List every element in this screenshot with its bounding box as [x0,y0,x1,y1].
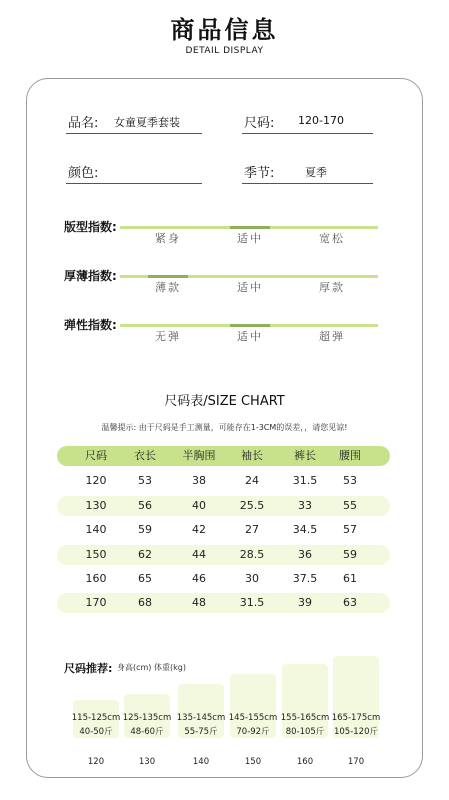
height-unit: 身高(cm) [117,663,152,672]
index-selected-mark [230,226,270,229]
index-option: 薄款 [155,281,181,294]
index-option: 紧身 [155,232,181,245]
index-option: 适中 [237,330,263,343]
table-row [57,545,390,565]
table-row [57,520,390,540]
index-option: 厚款 [319,281,345,294]
recommend-size: 140 [192,757,210,767]
table-cell: 63 [343,596,357,609]
recommend-weight: 80-105斤 [285,727,325,737]
index-option: 无弹 [155,330,181,343]
table-cell: 62 [138,548,152,561]
table-cell: 25.5 [239,499,265,512]
size-value: 120-170 [298,114,344,127]
table-cell: 160 [85,572,107,585]
table-cell: 31.5 [292,474,318,487]
table-cell: 53 [138,474,152,487]
table-cell: 33 [298,499,312,512]
table-cell: 36 [298,548,312,561]
season-label: 季节: [244,166,275,181]
index-selected-mark [230,324,270,327]
recommend-weight: 48-60斤 [130,727,164,737]
table-cell: 30 [245,572,259,585]
index-option: 超弹 [319,330,345,343]
recommend-size: 130 [138,757,156,767]
recommend-height: 145-155cm [228,713,278,723]
header-cell: 腰围 [339,449,361,462]
table-cell: 170 [85,596,107,609]
index-label: 弹性指数: [64,318,117,332]
table-cell: 140 [85,523,107,536]
index-label: 版型指数: [64,220,117,234]
table-cell: 59 [343,548,357,561]
table-cell: 46 [192,572,206,585]
table-cell: 130 [85,499,107,512]
index-option: 适中 [237,281,263,294]
table-cell: 28.5 [239,548,265,561]
table-cell: 38 [192,474,206,487]
weight-unit: 体重(kg) [154,663,186,672]
table-cell: 31.5 [239,596,265,609]
size-chart-title: 尺码表/SIZE CHART [164,394,285,409]
recommend-height: 115-125cm [71,713,121,723]
table-cell: 40 [192,499,206,512]
table-row [57,496,390,516]
color-label: 颜色: [68,166,99,181]
size-label: 尺码: [244,116,275,131]
recommend-weight: 105-120斤 [333,727,378,737]
header-cell: 袖长 [241,449,263,462]
recommend-size: 150 [244,757,262,767]
table-cell: 34.5 [292,523,318,536]
recommend-size: 170 [347,757,365,767]
header-cell: 尺码 [85,449,107,462]
table-cell: 56 [138,499,152,512]
page-subtitle: DETAIL DISPLAY [185,46,264,56]
header-cell: 半胸围 [182,449,216,462]
page-title: 商品信息 [170,16,279,44]
index-option: 宽松 [319,232,345,245]
recommend-size: 160 [296,757,314,767]
table-cell: 48 [192,596,206,609]
index-option: 适中 [237,232,263,245]
color-underline [66,183,202,184]
recommend-height: 125-135cm [122,713,172,723]
recommend-size: 120 [87,757,105,767]
table-cell: 42 [192,523,206,536]
table-row [57,471,390,491]
header-cell: 衣长 [134,449,156,462]
name-label: 品名: [68,116,99,131]
name-underline [66,133,202,134]
table-row [57,569,390,589]
header-cell: 裤长 [294,449,316,462]
season-value: 夏季 [305,166,327,179]
index-label: 厚薄指数: [64,269,117,283]
size-underline [242,133,373,134]
recommend-height: 155-165cm [280,713,330,723]
recommend-weight: 70-92斤 [236,727,270,737]
table-cell: 27 [245,523,259,536]
recommend-height: 165-175cm [331,713,381,723]
table-cell: 61 [343,572,357,585]
size-table-header [57,446,390,466]
table-cell: 68 [138,596,152,609]
table-cell: 55 [343,499,357,512]
table-cell: 24 [245,474,259,487]
table-cell: 59 [138,523,152,536]
table-cell: 53 [343,474,357,487]
recommend-height: 135-145cm [176,713,226,723]
table-cell: 65 [138,572,152,585]
table-row [57,593,390,613]
season-underline [242,183,373,184]
table-cell: 37.5 [292,572,318,585]
table-cell: 120 [85,474,107,487]
table-cell: 44 [192,548,206,561]
table-cell: 57 [343,523,357,536]
recommend-label: 尺码推荐: [64,662,113,675]
size-chart-tip: 温馨提示: 由于尺码是手工测量，可能存在1-3CM的误差，，请您见谅! [101,423,348,432]
table-cell: 150 [85,548,107,561]
index-selected-mark [148,275,188,278]
recommend-weight: 40-50斤 [79,727,113,737]
table-cell: 39 [298,596,312,609]
name-value: 女童夏季套装 [114,116,180,129]
recommend-weight: 55-75斤 [184,727,218,737]
